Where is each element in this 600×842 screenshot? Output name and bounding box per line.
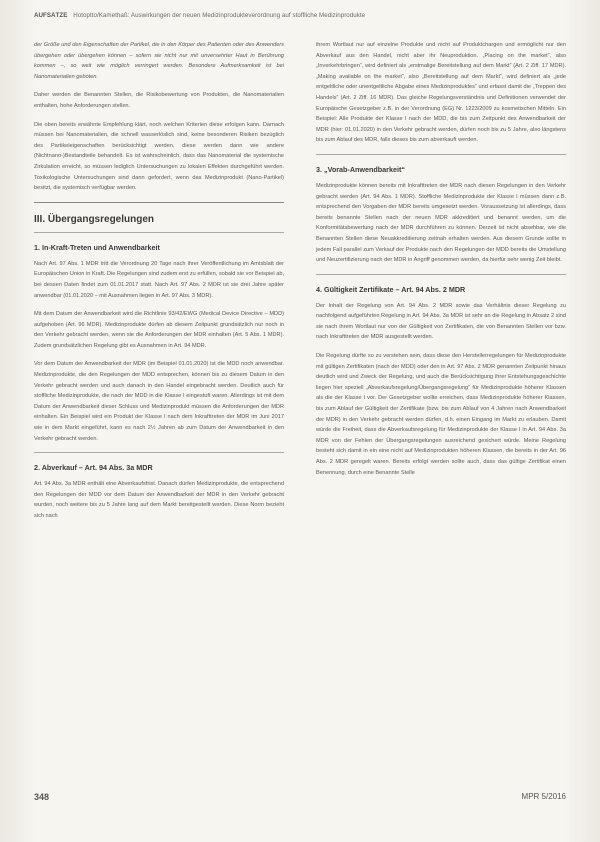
paragraph: Der Inhalt der Regelung von Art. 94 Abs. 2 MDR sowie das Verhältnis dieser Regelung zu nachfolgend aufgeführten Regelung in Art. 94 Abs. 3a MDR ist sehr an die Regelung in Absatz 2 sind sie nach ihrem Wortlaut nur von der Gültigkeit von Zertifikaten, die von Benannten Stellen vor bzw. nach Inkrafttreten der MDR ausgestellt werden. [316, 302, 566, 341]
subsection-divider [316, 274, 566, 275]
running-header [34, 12, 566, 19]
journal-issue: MPR 5/2016 [521, 792, 566, 801]
paragraph: Die Regelung dürfte so zu verstehen sein, dass diese den Herstellerregelungen für Medizinprodukte mit gültigen Zertifikaten (nach der MDD) oder den in Art. 97 Abs. 2 MDR genannten Zeitpunkt hinaus deutlich wird und Zweck der Regelung, und auch die Berücksichtigung ihrer Entstehungsgeschichte liegen hier speziell „Abverkaufsregelung/Übergangsregelung“ für Medizinprodukte höherer Klassen als die der Klasse I vor. Der Gesetzgeber wollte erreichen, dass Medizinprodukte höherer Klassen, bis zum Ablauf der Gültigkeit der Zertifikate (bzw. bis zum Ablauf von 4 Jahren nach Anwendbarkeit der MDR) in den Verkehr gebracht werden dürfen, d.h. einen Eingang im Markt zu erlauben. Damit würde die Freiheit, dass die Abverkaufsregelung für Medizinprodukte der Klasse I in Art. 94 Abs. 3a MDR von der Fehlen der Übergangsregelungen ausreichend gesichert würde. Meine Regelung besteht sich damit in ein eine nicht auf Medizinprodukten höheren Klassen, die bereits in der Art. 96 Abs. 2 MDR geregelt waren. Bereits erfolgt werden sollte auch, dass das gültige Zertifikat einen Benennung, durch eine Benannte Stelle [316, 353, 566, 476]
running-title: Hotoptto/Kamethaß: Auswirkungen der neuen Medizinprodukteverordnung auf stoffliche Medizinprodukte [73, 12, 366, 19]
subsection-divider [34, 452, 284, 453]
paragraph: Art. 94 Abs. 3a MDR enthält eine Abverkaufsfrist. Danach dürfen Medizinprodukte, die entsprechend den Regelungen der MDD vor dem Datum der Anwendbarkeit der MDR in den Verkehr gebracht wurden, noch weitere bis zu 5 Jahre lang auf dem Markt bereitgestellt werden. Diese Norm bezieht sich nach [34, 481, 284, 519]
left-column [34, 40, 284, 786]
paragraph: Mit dem Datum der Anwendbarkeit wird die Richtlinie 93/42/EWG (Medical Device Directive – MDD) aufgehoben (Art. 96 MDR). Medizinprodukte dürfen ab diesem Zeitpunkt grundsätzlich nur noch in den Verkehr gebracht werden, wenn sie die Anforderungen der MDR einhalten (Art. 5 Abs. 1 MDR). Zudem grundsätzlichen Regelung gibt es Ausnahmen in Art. 94 MDR. [34, 311, 284, 349]
subsection-divider [34, 232, 284, 233]
subsection-heading: 1. In-Kraft-Treten und Anwendbarkeit [34, 242, 160, 252]
subsection-heading: 3. „Vorab-Anwendbarkeit“ [316, 164, 405, 174]
subsection-divider [316, 154, 566, 155]
section-heading: III. Übergangsregelungen [34, 213, 155, 225]
subsection-heading: 4. Gültigkeit Zertifikate – Art. 94 Abs. 2 MDR [316, 284, 466, 294]
right-column [316, 40, 566, 786]
paragraph: der Größe und den Eigenschaften der Partikel, die in den Körper des Patienten oder des Anwenders übergehen oder übergehen können – sofern sie nicht nur mit unversehrter Haut in Berührung kommen –, so weit wie möglich verringert werden. Besondere Aufmerksamkeit ist bei Nanomaterialien geboten. [34, 42, 284, 80]
paragraph: ihrem Wortlaut nur auf einzelne Produkte und nicht auf Produktchargen und ermöglicht nur den Abverkauf aus den Handel, nicht aber ihr Neuproduktion. „Placing on the market“, also „Inverkehrbringen“, wird definiert als „erstmalige Bereitstellung auf dem Markt“ (Art. 2 Ziff. 17 MDR). „Making available on the market“, also „Bereitstellung auf dem Markt“, wird definiert als „jede entgeltliche oder unentgeltliche Abgabe eines Medizinproduktes“ und erfasst damit die „Treppen des Handels“ (Art. 2 Ziff. 16 MDR). Das gleiche Regelungsverständnis und Definitionen verwendet der Europäische Gesetzgeber z.B. in der Verordnung (EG) Nr. 1223/2009 zu kosmetischen Mitteln. Ein Beispiel: Alle Produkte der Klasse I nach der MDD, die bis zum Zeitpunkt des Anwendbarkeit der MDR (hier: 01.01.2020) in den Verkehr gebracht werden, dürfen noch bis zu 5 Jahre, also längstens bis zum Ablauf des MDR, falls dieses bis zum abverkauft werden. [316, 42, 566, 144]
section-label: AUFSÄTZE [34, 12, 68, 19]
paragraph: Die oben bereits erwähnte Empfehlung klärt, noch welchen Kriterien diese erfolgen kann. Darnach müssen bei Nanomaterialien, die schnell wasserlöslich sind, keine besonderen Risiken bezüglich des Partikeleigenschaften berücksichtigt werden, diese werden dann wie andere (Nichtnano-)Bestandteile behandelt. Es ist wahrscheinlich, dass das Nanomaterial die systemische Zirkulation erreicht, so müssen lediglich Untersuchungen zu lokalen Effekten durchgeführt werden. Toxikologische Untersuchungen sind dann gefordert, wenn das Medizinprodukt (Nano-Partikel) besitzt, die systemisch verfügbar werden. [34, 121, 284, 192]
subsection-heading: 2. Abverkauf – Art. 94 Abs. 3a MDR [34, 463, 153, 473]
paragraph: Vor dem Datum der Anwendbarkeit der MDR (im Beispiel 01.01.2020) ist die MDD noch anwendbar. Medizinprodukte, die den Regelungen der MDD entsprechen, können bis zu diesem Datum in den Verkehr gebracht werden und auch danach in den Handel eingebracht werden. Deutlich auch für stoffliche Medizinprodukte, die nach der MDD in die Klasse I eingestuft waren. Allerdings ist mit dem Datum der Anwendbarkeit dieser Schluss und Medizinprodukt müssen die Anforderungen der MDR einhalten. Ein Beispiel wird ein Produkt der Klasse I nach dem Inkrafttreten der MDR im Juni 2017 wie in dem Markt eingeführt, kann es nach 2½ Jahren ab zum Datum der Anwendbarkeit in den Verkehr gebracht werden. [34, 361, 284, 442]
section-divider [34, 202, 284, 203]
paragraph: Medizinprodukte können bereits mit Inkrafttreten der MDR nach diesen Regelungen in den Verkehr gebracht werden (Art. 94 Abs. 1 MDR). Stoffliche Medizinprodukte der Klasse I müssen dann z.B. entsprechend den Vorgaben der MDR bereits umgesetzt werden. Voraussetzung ist allerdings, dass bereits benannte Stellen nach der neuen MDR akkreditiert und benannt werden, um die Konformitätsbewertung nach der MDR durchführen zu können. Derzeit ist nicht absehbar, wie die Benannten Stellen diese Neuakkreditierung zeitnah erhalten werden. Aus diesem Grunde sollte in jedem Fall parallel zum Verkauf der Produkte nach den Regelungen der MDD bereits die Umstellung und Neuzertifizierung nach der MDR in Angriff genommen werden, da hierfür sehr wenig Zeit bleibt. [316, 182, 566, 264]
paragraph: Daher werden die Benannten Stellen, die Risikobewertung von Produkten, die Nanomaterialien enthalten, hohe Anforderungen stellen. [34, 92, 284, 109]
paragraph: Nach Art. 97 Abs. 1 MDR tritt die Verordnung 20 Tage nach ihrer Veröffentlichung im Amtsblatt der Europäischen Union in Kraft. Die Regelungen sind zudem erst zu erfüllen, sobald sie vor Beispiel ab, bei dessen Daten findet zum 01.01.2017 statt. Nach Art. 97 Abs. 2 MDR ist sie drei Jahre später anwendbar (01.01.2020 – mit Ausnahmen liegen in Art. 97 Abs. 3 MDR). [34, 260, 284, 299]
page-number: 348 [34, 792, 50, 802]
